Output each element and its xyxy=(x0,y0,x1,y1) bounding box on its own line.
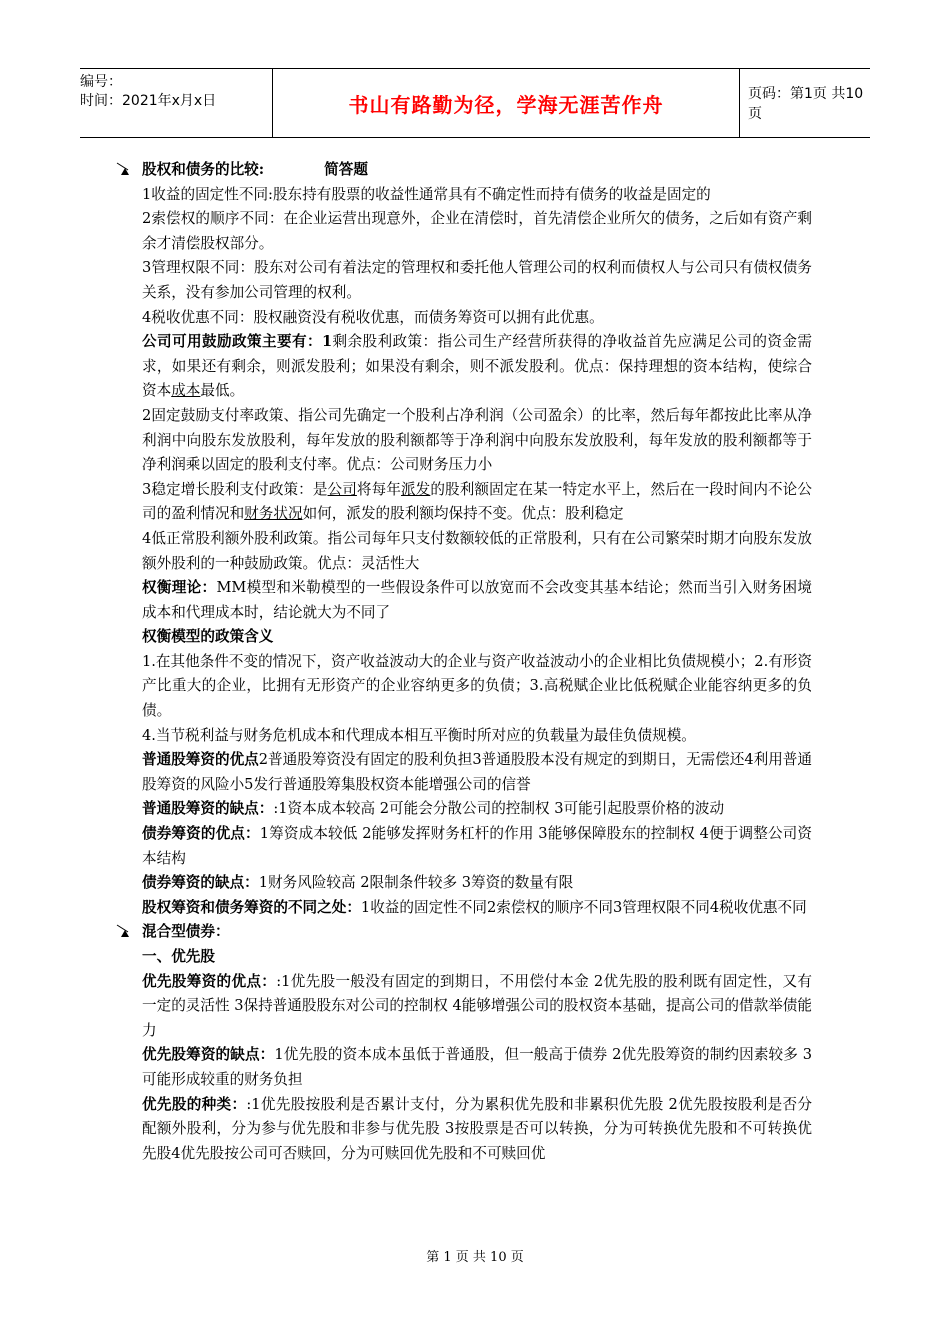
number-label: 编号： xyxy=(80,74,122,90)
link-distribute[interactable]: 派发 xyxy=(400,480,431,498)
section-hybrid-bonds xyxy=(142,920,812,945)
policy-paragraph-3: 3稳定增长股利支付政策：是公司将每年派发的股利额固定在某一特定水平上，然后在一段时间内不论公司的盈利情况和财务状况如何，派发的股利额均保持不变。优点：股利稳定 xyxy=(142,480,812,523)
footer-page-number: 第 1 页 共 10 页 xyxy=(426,1250,524,1265)
hybrid-title: 混合型债券： xyxy=(142,923,230,941)
bond-advantages: 债券筹资的优点：1筹资成本较低 2能够发挥财务杠杆的作用 3能够保障股东的控制权 4便于调整公司资本结构 xyxy=(142,825,812,867)
preferred-advantages: 优先股筹资的优点：:1优先股一般没有固定的到期日，不用偿付本金 2优先股的股利既有固定性，又有一定的灵活性 3保持普通股股东对公司的控制权 4能够增强公司的股权资本基础，提高公司的借款举债能力 xyxy=(142,972,812,1039)
header-table xyxy=(80,68,870,138)
outline-marker-icon xyxy=(116,924,130,938)
tradeoff-paragraph: 权衡理论：MM模型和米勒模型的一些假设条件可以放宽而不会改变其基本结论；然而当引入财务困境成本和代理成本时，结论就大为不同了 xyxy=(142,579,812,621)
link-company[interactable]: 公司 xyxy=(327,480,357,498)
document-body xyxy=(142,158,812,1166)
outline-marker-icon xyxy=(116,162,130,176)
list-item: 4税收优惠不同：股权融资没有税收优惠，而债务筹资可以拥有此优惠。 xyxy=(142,308,604,326)
tradeoff-policy-title: 权衡模型的政策含义 xyxy=(142,628,274,646)
equity-debt-differences: 股权筹资和债务筹资的不同之处：1收益的固定性不同2索偿权的顺序不同3管理权限不同4税收优惠不同 xyxy=(142,898,807,916)
policy-paragraph-2: 2固定鼓励支付率政策、指公司先确定一个股利占净利润（公司盈余）的比率，然后每年都按此比率从净利润中向股东发放股利，每年发放的股利额都等于净利润中向股东发放股利，每年发放的股利额都等于净利润乘以固定的股利支付率。优点：公司财务压力小 xyxy=(142,406,812,474)
preferred-types: 优先股的种类：:1优先股按股利是否累计支付，分为累积优先股和非累积优先股 2优先股按股利是否分配额外股利，分为参与优先股和非参与优先股 3按股票是否可以转换，分为可转换优先股和不可转换优先股4优先股按公司可否赎回，分为可赎回优先股和不可赎回优 xyxy=(142,1095,812,1162)
list-item: 3管理权限不同：股东对公司有着法定的管理权和委托他人管理公司的权利而债权人与公司只有债权债务关系，没有参加公司管理的权利。 xyxy=(142,259,812,301)
preferred-stock-heading: 一、优先股 xyxy=(142,948,215,965)
bond-disadvantages: 债券筹资的缺点：1财务风险较高 2限制条件较多 3筹资的数量有限 xyxy=(142,874,574,892)
common-stock-advantages: 普通股筹资的优点2普通股筹资没有固定的股利负担3普通股股本没有规定的到期日，无需偿还4利用普通股筹资的风险小5发行普通股筹集股权资本能增强公司的信誉 xyxy=(142,751,812,793)
common-stock-disadvantages: 普通股筹资的缺点：:1资本成本较高 2可能会分散公司的控制权 3可能引起股票价格的波动 xyxy=(142,800,725,818)
date-label: 时间：2021年x月x日 xyxy=(80,93,217,109)
preferred-disadvantages: 优先股筹资的缺点：1优先股的资本成本虽低于普通股，但一般高于债券 2优先股筹资的制约因素较多 3可能形成较重的财务负担 xyxy=(142,1046,812,1088)
tradeoff-policy-1: 1.在其他条件不变的情况下，资产收益波动大的企业与资产收益波动小的企业相比负债规模小；2.有形资产比重大的企业，比拥有无形资产的企业容纳更多的负债；3.高税赋企业比低税赋企业能容纳更多的负债。 xyxy=(142,652,812,720)
section-equity-vs-debt xyxy=(142,158,812,330)
policy-lead: 公司可用鼓励政策主要有：1 xyxy=(142,333,333,351)
list-item: 2索偿权的顺序不同：在企业运营出现意外，企业在清偿时，首先清偿企业所欠的债务，之后如有资产剩余才清偿股权部分。 xyxy=(142,210,812,252)
tradeoff-policy-2: 4.当节税利益与财务危机成本和代理成本相互平衡时所对应的负载量为最佳负债规模。 xyxy=(142,726,696,744)
list-item: 1收益的固定性不同:股东持有股票的收益性通常具有不确定性而持有债务的收益是固定的 xyxy=(142,185,711,203)
section-tag: 简答题 xyxy=(324,161,368,178)
header-center-cell xyxy=(272,69,740,137)
page-footer xyxy=(0,1246,950,1265)
header-right-cell xyxy=(738,69,870,137)
link-cost[interactable]: 成本 xyxy=(171,382,201,400)
header-left-cell xyxy=(80,69,272,137)
link-financial-status[interactable]: 财务状况 xyxy=(244,505,303,523)
tradeoff-title: 权衡理论： xyxy=(142,579,217,597)
page-info: 页码：第1页 共10页 xyxy=(748,86,864,122)
policy-paragraph-4: 4低正常股利额外股利政策。指公司每年只支付数额较低的正常股利，只有在公司繁荣时期才向股东发放额外股利的一种鼓励政策。优点：灵活性大 xyxy=(142,529,812,572)
section-title: 股权和债务的比较: xyxy=(142,161,265,178)
policy-paragraph-1: 公司可用鼓励政策主要有：1剩余股利政策：指公司生产经营所获得的净收益首先应满足公司的资金需求，如果还有剩余，则派发股利；如果没有剩余，则不派发股利。优点：保持理想的资本结构，使综合资本成本最低。 xyxy=(142,333,812,400)
motto-text: 书山有路勤为径，学海无涯苦作舟 xyxy=(348,92,664,117)
